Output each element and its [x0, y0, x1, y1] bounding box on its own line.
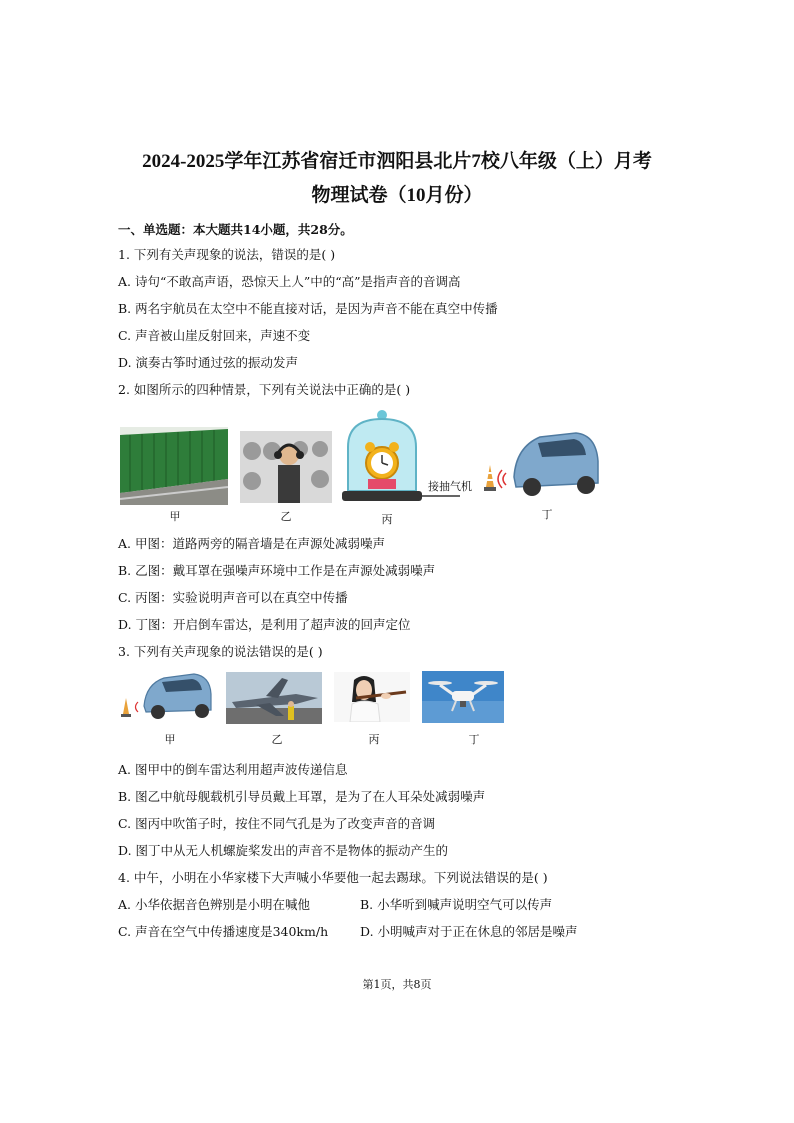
q2-stem: 2. 如图所示的四种情景，下列有关说法中正确的是( ): [118, 382, 411, 397]
q2-figure-reversing-car: [480, 427, 600, 503]
q2-option-c: C. 丙图：实验说明声音可以在真空中传播: [118, 590, 348, 605]
q2-option-a: A. 甲图：道路两旁的隔音墙是在声源处减弱噪声: [118, 536, 385, 551]
q2-figure-sound-barrier: [120, 427, 228, 505]
q2-figure-bell-jar: [340, 407, 490, 511]
q3-option-b: B. 图乙中航母舰载机引导员戴上耳罩，是为了在人耳朵处减弱噪声: [118, 789, 486, 804]
q3-figure-flute-player: [334, 672, 410, 722]
q1-option-c: C. 声音被山崖反射回来，声速不变: [118, 328, 311, 343]
q2-pump-label: 接抽气机: [428, 481, 472, 493]
q2-caption-jia: 甲: [169, 511, 181, 523]
q3-caption-jia: 甲: [164, 734, 176, 746]
q2-caption-ding: 丁: [541, 509, 553, 521]
q4-option-b: B. 小华听到喊声说明空气可以传声: [360, 897, 553, 912]
q1-option-a: A. 诗句“不敢高声语，恐惊天上人”中的“高”是指声音的音调高: [118, 274, 461, 289]
q2-caption-yi: 乙: [280, 511, 292, 523]
q3-caption-ding: 丁: [468, 734, 480, 746]
q3-figure-carrier-jet: [226, 672, 322, 724]
page-title-line2: 物理试卷（10月份）: [311, 185, 483, 206]
q3-option-d: D. 图丁中从无人机螺旋桨发出的声音不是物体的振动产生的: [118, 843, 449, 858]
q3-option-c: C. 图丙中吹笛子时，按住不同气孔是为了改变声音的音调: [118, 816, 436, 831]
q4-option-d: D. 小明喊声对于正在休息的邻居是噪声: [360, 924, 578, 939]
q2-option-b: B. 乙图：戴耳罩在强噪声环境中工作是在声源处减弱噪声: [118, 563, 436, 578]
page-footer: 第1页，共8页: [362, 978, 432, 991]
q3-stem: 3. 下列有关声现象的说法错误的是( ): [118, 644, 323, 659]
q1-option-d: D. 演奏古筝时通过弦的振动发声: [118, 355, 299, 370]
q3-figure-drone: [422, 671, 504, 723]
q3-caption-bing: 丙: [368, 734, 380, 746]
q3-caption-yi: 乙: [271, 734, 283, 746]
q2-figure-earmuff-worker: [240, 431, 332, 503]
q1-option-b: B. 两名宇航员在太空中不能直接对话，是因为声音不能在真空中传播: [118, 301, 498, 316]
q1-stem: 1. 下列有关声现象的说法，错误的是( ): [118, 247, 336, 262]
section-heading: 一、单选题：本大题共14小题，共28分。: [118, 222, 353, 237]
q4-option-c: C. 声音在空气中传播速度是340km/h: [118, 924, 329, 939]
q3-figure-reversing-car: [118, 670, 212, 724]
q2-caption-bing: 丙: [381, 514, 393, 526]
page-title-line1: 2024-2025学年江苏省宿迁市泗阳县北片7校八年级（上）月考: [142, 151, 652, 172]
q4-stem: 4. 中午，小明在小华家楼下大声喊小华要他一起去踢球。下列说法错误的是( ): [118, 870, 548, 885]
q3-option-a: A. 图甲中的倒车雷达利用超声波传递信息: [118, 762, 348, 777]
q2-option-d: D. 丁图：开启倒车雷达，是利用了超声波的回声定位: [118, 617, 411, 632]
q4-option-a: A. 小华依据音色辨别是小明在喊他: [118, 897, 310, 912]
